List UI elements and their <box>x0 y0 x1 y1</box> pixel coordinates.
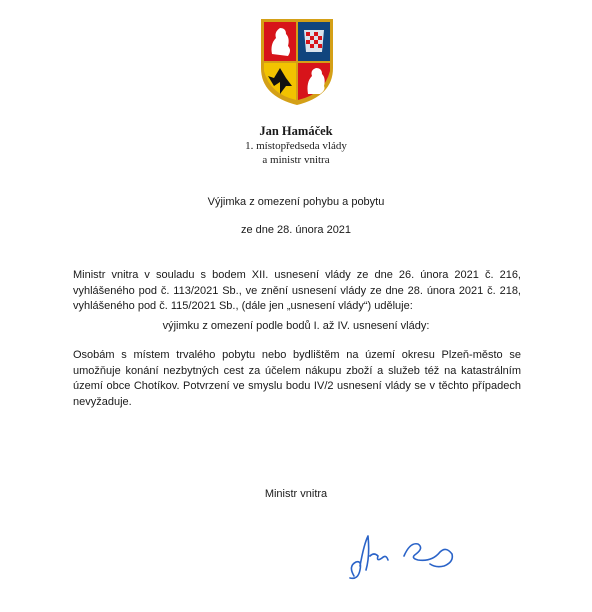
paragraph-preamble: Ministr vnitra v souladu s bodem XII. usnesení vlády ze dne 26. února 2021 č. 216, vyhlášeného pod č. 113/2021 Sb., ve znění usnesení vlády ze dne 28. února 2021 č. 218, vyhlášeného pod č. 115/2021 Sb., (dále jen „usnesení vlády“) uděluje: <box>73 269 521 312</box>
document-date: ze dne 28. února 2021 <box>240 224 352 236</box>
coat-of-arms-emblem <box>258 16 336 108</box>
document-title: Výjimka z omezení pohybu a pobytu <box>207 196 385 208</box>
author-role-line1: 1. místopředseda vlády <box>245 140 347 152</box>
paragraph-exemption-heading: výjimku z omezení podle bodů I. až IV. usnesení vlády: <box>162 320 430 332</box>
author-block <box>0 124 592 167</box>
paragraph-exemption-body: Osobám s místem trvalého pobytu nebo bydlištěm na území okresu Plzeň-město se umožňuje konání nezbytných cest za účelem nákupu zboží a služeb též na katastrálním území obce Chotíkov. Potvrzení ve smyslu bodu IV/2 usnesení vlády se v těchto případech nevyžaduje. <box>73 349 521 408</box>
handwritten-signature <box>340 526 470 586</box>
author-name: Jan Hamáček <box>259 124 333 138</box>
signer-title: Ministr vnitra <box>264 488 328 500</box>
author-role-line2: a ministr vnitra <box>262 154 330 166</box>
